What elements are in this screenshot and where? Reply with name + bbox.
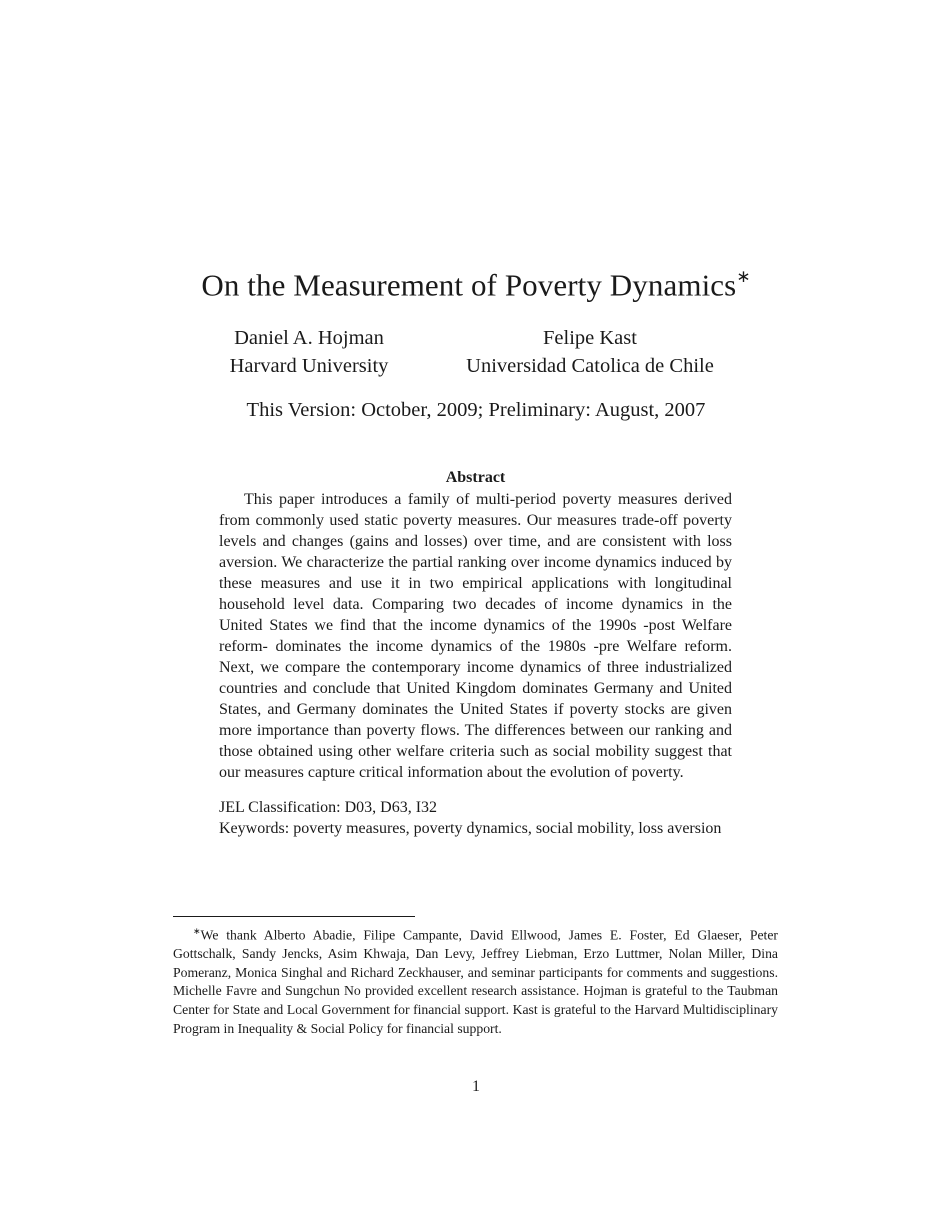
classification-block — [219, 797, 732, 839]
title-footnote-mark: ∗ — [736, 267, 751, 286]
paper-title-text: On the Measurement of Poverty Dynamics — [201, 267, 737, 303]
page-number: 1 — [472, 1078, 480, 1095]
paper-title — [0, 258, 952, 306]
author-name: Daniel A. Hojman — [234, 327, 384, 349]
author-affiliation: Harvard University — [229, 355, 389, 377]
author-name: Felipe Kast — [543, 327, 637, 349]
footnote-text: We thank Alberto Abadie, Filipe Campante, David Ellwood, James E. Foster, Ed Glaeser, Peter Gottschalk, Sandy Jencks, Asim Khwaja, Dan Levy, Jeffrey Liebman, Erzo Luttmer, Nolan Miller, Dina Pomeranz, Monica Singhal and Richard Zeckhauser, and seminar participants for comments and suggestions. Michelle Favre and Sungchun No provided excellent research assistance. Hojman is grateful to the Taubman Center for State and Local Government for financial support. Kast is grateful to the Harvard Multidisciplinary Program in Inequality & Social Policy for financial support. — [173, 927, 778, 1036]
abstract-section — [219, 467, 732, 839]
acknowledgement-footnote — [173, 922, 778, 1038]
version-line: This Version: October, 2009; Preliminary: August, 2007 — [246, 399, 706, 421]
author-affiliation: Universidad Catolica de Chile — [466, 355, 714, 377]
abstract-body: This paper introduces a family of multi-period poverty measures derived from commonly used static poverty measures. Our measures trade-off poverty levels and changes (gains and losses) over time, and are consistent with loss aversion. We characterize the partial ranking over income dynamics induced by these measures and use it in two empirical applications with longitudinal household level data. Comparing two decades of income dynamics in the United States we find that the income dynamics of the 1990s -post Welfare reform- dominates the income dynamics of the 1980s -pre Welfare reform. Next, we compare the contemporary income dynamics of three industrialized countries and conclude that United Kingdom dominates Germany and United States, and Germany dominates the United States if poverty stocks are given more importance than poverty flows. The differences between our ranking and those obtained using other welfare criteria such as social mobility suggest that our measures capture critical information about the evolution of poverty. — [219, 491, 732, 781]
jel-classification: JEL Classification: D03, D63, I32 — [219, 799, 438, 816]
footnote-mark: ∗ — [193, 926, 201, 936]
keywords: Keywords: poverty measures, poverty dynamics, social mobility, loss aversion — [219, 820, 722, 837]
author-block-hojman — [200, 324, 418, 380]
author-block-kast — [440, 324, 740, 380]
footnote-divider — [173, 916, 415, 917]
abstract-heading: Abstract — [445, 469, 506, 486]
